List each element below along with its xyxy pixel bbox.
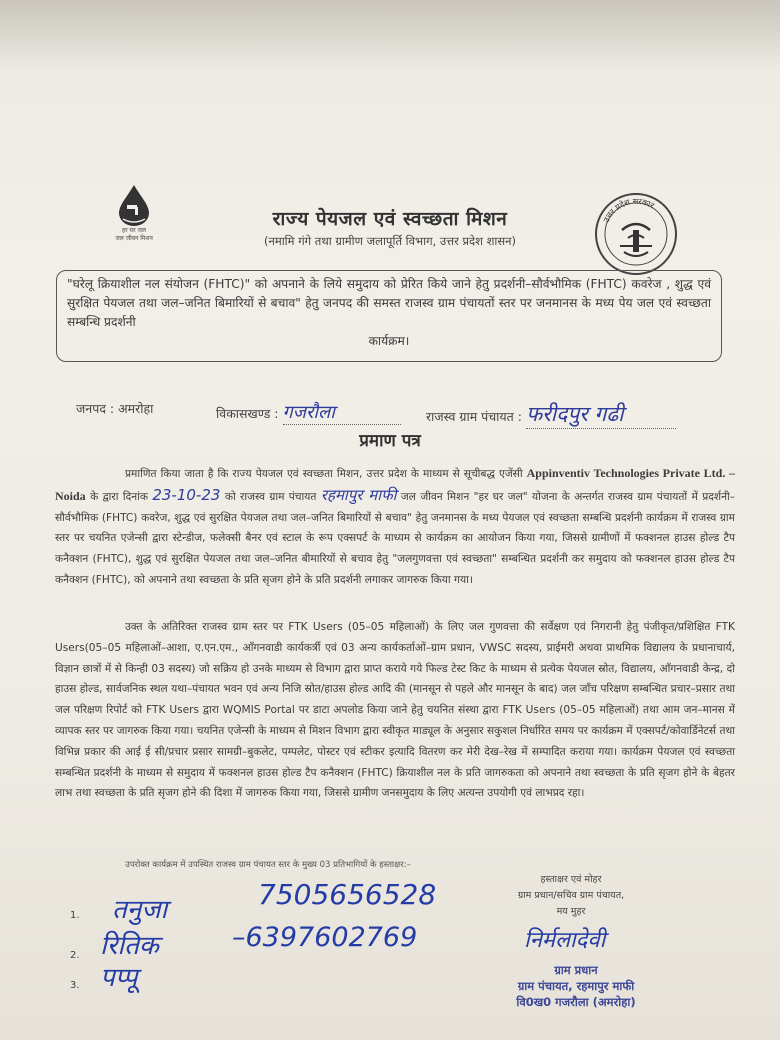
box-line-4: कार्यक्रम। — [368, 334, 410, 348]
authority-line-2: ग्राम प्रधान/सचिव ग्राम पंचायत, — [517, 890, 625, 901]
box-line-2: प्रदर्शनी–सौर्वभौमिक (FHTC) कवरेज , शुद्ध एवं सुरक्षित पेयजल तथा जल–जनित बिमारियों से बचाव" हेतु — [67, 277, 711, 310]
block-value: गजरौला — [283, 400, 401, 425]
participant-1-num: 1. — [70, 910, 80, 921]
participant-3-num: 3. — [70, 980, 80, 991]
village-name: रहमापुर माफी — [320, 485, 397, 504]
logo-text-2: जल जीवन मिशन — [115, 235, 153, 242]
participant-2-name: रितिक — [100, 931, 159, 961]
stamp-line-2: ग्राम पंचायत, रहमापुर माफी — [517, 979, 635, 993]
stamp-line-1: ग्राम प्रधान — [554, 963, 598, 977]
participants-heading: उपरोक्त कार्यक्रम में उपस्थित राजस्व ग्राम पंचायत स्तर के मुख्य 03 प्रतिभागियों के हस्ताक्षर:– — [125, 860, 411, 870]
authority-line-1: हस्ताक्षर एवं मोहर — [540, 874, 602, 885]
logo-text-1: हर घर जल — [122, 227, 146, 234]
para2-text: उक्त के अतिरिक्त राजस्व ग्राम स्तर पर FTK Users (05–05 महिलाओं) के लिए जल गुणवत्ता की सर्वेक्षण एवं निगरानी हेतु पंजीकृत/प्रशिक्षित FTK Users(05–05 महिलाओं–आशा, ए.एन.एम., आँगनवाडी कार्यकर्त्री एवं 03 अन्य कार्यकर्ताओं–ग्राम प्रधान, VWSC सदस्य, प्राईमरी अथवा प्राथमिक विद्यालय के प्रधानाचार्य, विज्ञान छात्रों में से किन्ही 03 सदस्य) जो सक्रिय हो उनके माध्यम से विभाग द्वारा प्राप्त कराये गये फिल्ड टेस्ट किट के माध्यम से प्रत्येक पेयजल स्रोत, विद्यालय, आँगनवाडी केन्द्र, दो हाउस होल्ड, सार्वजनिक स्थल यथा–पंचायत भवन एवं अन्य निजि स्रोत/हाउस होल्ड आदि की (मानसून से पहले और मानसून के बाद) जल जाँच परिक्षण सम्बन्धित प्रचार–प्रसार तथा जल परिक्षण रिपोर्ट को FTK Users द्वारा WQMIS Portal पर डाटा अपलोड किया जाने हेतु चयनित संस्था द्वारा FTK Users (05–05 महिलाओं) तथा आम जन–मानस में व्यापक स्तर पर जागरुक किया गया। चयनित एजेन्सी के माध्यम से मिशन विभाग द्वारा स्वीकृत माड्यूल के अनुसार सकुशल निर्धारित समय पर कार्यक्रम में एक्सपर्ट/कोवार्डिनेटर्स तथा विभिन्न प्रकार की आई ई सी/प्रचार प्रसार सामग्री–बुकलेट, पम्पलेट, पोस्टर एवं स्टीकर इत्यादि वितरण कर मेरी देख–रेख में सम्पादित कराया गया। कार्यक्रम पेयजल एवं स्वच्छता सम्बन्धित प्रदर्शनी के माध्यम से समुदाय में फक्शनल हाउस होल्ड टैप कनैक्शन (FHTC) क्रियाशील नल के प्रति जागरुकता को अपनाने तथा स्वच्छता के प्रति सृजग होने के बेहतर लाभ तथा स्वच्छता के प्रति सृजग होने की दिशा में जागरुक किया गया, जिससे ग्रामीण जनसमुदाय के लिए अत्यन्त उपयोगी एवं लाभप्रद रहा। — [55, 621, 735, 800]
participant-1-phone: 7505656528 — [258, 878, 437, 911]
pradhan-signature: निर्मलादेवी — [524, 928, 606, 953]
program-date: 23-10-23 — [152, 485, 221, 504]
panchayat-field — [426, 400, 676, 429]
district-label: जनपद : — [76, 401, 115, 416]
stamp-line-3: वि0ख0 गजरौला (अमरोहा) — [516, 995, 636, 1009]
participant-2-num: 2. — [70, 950, 80, 961]
authority-block — [486, 872, 656, 920]
mission-title: राज्य पेयजल एवं स्वच्छता मिशन — [272, 208, 508, 230]
block-field — [216, 400, 401, 425]
block-label: विकासखण्ड : — [216, 406, 279, 421]
para1-b: के द्वारा दिनांक — [90, 490, 148, 503]
page-shadow — [0, 0, 780, 70]
para1-c: को राजस्व ग्राम पंचायत — [224, 490, 317, 503]
mission-subtitle: (नमामि गंगे तथा ग्रामीण जलापूर्ति विभाग, उत्तर प्रदेश शासन) — [263, 234, 517, 248]
para1-d: जल जीवन मिशन "हर घर जल" योजना के अन्तर्गत राजस्व ग्राम पंचायतों में प्रदर्शनी–सौर्वभौमिक (FHTC) कवरेज, शुद्ध एवं सुरक्षित पेयजल तथा जल–जनित बिमारियों से बचाव" हेतु जनमानस के मध्य पेयजल एवं स्वच्छता सम्बन्धि प्रदर्शनी कार्यक्रम में राजस्व ग्राम स्तर पर चयनित एजेन्सी द्वारा स्टेन्डीज, फलेक्सी बैनर एवं स्टाल के रूप एक्सपर्ट के माध्यम से कार्यक्रम का आयोजन किया गया, जिससे ग्रामीणों में फक्शनल हाउस होल्ड टैप कनैक्शन (FHTC), शुद्ध एवं सुरक्षित पेयजल तथा जल–जनित बीमारियों से बचाव हेतु "जलगुणवत्ता एवं स्वच्छता" सम्बन्धित प्रदर्शनी कर समुदाय को फक्शनल हाउस होल्ड टैप कनैक्शन (FHTC), को अपनाने तथा स्वच्छता के प्रति सृजग होने के प्रति प्रदर्शनी लगाकर जागरुक किया गया। — [55, 490, 736, 586]
panchayat-value: फरीदपुर गढी — [526, 400, 676, 429]
box-line-1: "घरेलू क्रियाशील नल संयोजन (FHTC)" को अपनाने के लिये समुदाय को प्रेरित किये जाने हेतु — [67, 277, 489, 291]
program-description-box — [56, 270, 722, 362]
participant-2-phone: –6397602769 — [232, 922, 418, 953]
paragraph-1 — [55, 463, 735, 591]
emblem-text: उत्तर प्रदेश सरकार — [601, 196, 656, 224]
official-stamp — [476, 962, 676, 1010]
participant-1-name: तनुजा — [112, 895, 168, 925]
agency-name: Appinventiv Technologies Private Ltd. – Noida — [55, 466, 736, 503]
paragraph-2 — [55, 617, 735, 804]
participant-3-name: पप्पू — [100, 963, 138, 993]
panchayat-label: राजस्व ग्राम पंचायत : — [426, 409, 522, 424]
district-value: अमरोहा — [118, 401, 154, 416]
para1-a: प्रमाणित किया जाता है कि राज्य पेयजल एवं स्वच्छता मिशन, उत्तर प्रदेश के माध्यम से सूचीबद्ध एजेंसी — [125, 468, 523, 480]
authority-line-3: मय मुहर — [556, 906, 586, 917]
district-field — [76, 400, 153, 417]
box-line-3: जनपद की समस्त राजस्व ग्राम पंचायतों स्तर पर जनमानस के मध्य पेय जल एवं स्वच्छता सम्बन्धि प्रदर्शनी — [67, 296, 711, 329]
certificate-title: प्रमाण पत्र — [359, 431, 421, 451]
